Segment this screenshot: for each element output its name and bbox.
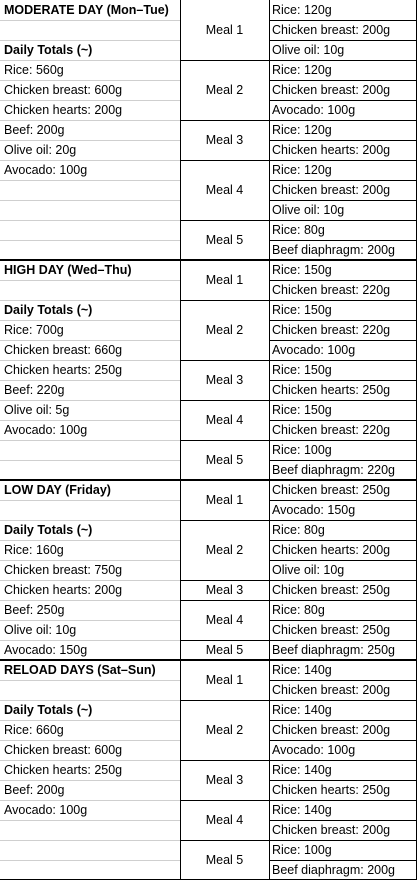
meal-item: Chicken breast: 250g (272, 583, 391, 597)
meal-label: Meal 1 (205, 273, 244, 287)
item-border (269, 180, 416, 181)
item-column-border (269, 480, 270, 660)
meal-item: Chicken breast: 200g (272, 823, 391, 837)
meal-item: Chicken breast: 220g (272, 283, 391, 297)
grid-line (0, 700, 180, 701)
item-border (269, 140, 416, 141)
day-section (0, 480, 417, 660)
meal-item: Chicken breast: 200g (272, 23, 391, 37)
item-border (269, 680, 416, 681)
grid-line (0, 460, 180, 461)
meal-item: Rice: 140g (272, 663, 332, 677)
meal-label: Meal 1 (205, 23, 244, 37)
meal-item: Chicken breast: 200g (272, 683, 391, 697)
daily-total-item: Chicken hearts: 250g (4, 763, 123, 777)
grid-line (0, 860, 180, 861)
daily-total-item: Beef: 200g (4, 123, 65, 137)
item-border (269, 420, 416, 421)
meal-label: Meal 1 (205, 673, 244, 687)
meal-label: Meal 4 (205, 183, 244, 197)
grid-line (0, 60, 180, 61)
grid-line (0, 440, 180, 441)
grid-line (0, 140, 180, 141)
day-section (0, 260, 417, 480)
grid-line (0, 360, 180, 361)
item-border (269, 720, 416, 721)
daily-total-item: Rice: 160g (4, 543, 64, 557)
daily-total-item: Chicken breast: 600g (4, 83, 123, 97)
daily-totals-label: Daily Totals (~) (4, 703, 93, 717)
daily-total-item: Chicken hearts: 200g (4, 583, 123, 597)
meal-label: Meal 3 (205, 373, 244, 387)
daily-total-item: Avocado: 100g (4, 163, 88, 177)
grid-line (0, 720, 180, 721)
daily-total-item: Olive oil: 20g (4, 143, 77, 157)
meal-item: Chicken hearts: 250g (272, 383, 391, 397)
meal-column-border (180, 0, 181, 260)
item-border (269, 500, 416, 501)
daily-total-item: Chicken breast: 600g (4, 743, 123, 757)
item-column-border (269, 260, 270, 480)
meal-label: Meal 4 (205, 413, 244, 427)
item-border (269, 100, 416, 101)
item-border (269, 380, 416, 381)
day-title: MODERATE DAY (Mon–Tue) (4, 3, 169, 17)
daily-total-item: Chicken breast: 660g (4, 343, 123, 357)
daily-total-item: Beef: 200g (4, 783, 65, 797)
grid-line (0, 640, 180, 641)
meal-item: Rice: 100g (272, 443, 332, 457)
meal-label: Meal 4 (205, 613, 244, 627)
meal-label: Meal 3 (205, 133, 244, 147)
grid-line (0, 820, 180, 821)
item-border (269, 280, 416, 281)
day-title: HIGH DAY (Wed–Thu) (4, 263, 132, 277)
item-border (269, 40, 416, 41)
grid-line (0, 840, 180, 841)
item-border (269, 80, 416, 81)
item-column-border (269, 660, 270, 880)
meal-item: Rice: 140g (272, 803, 332, 817)
item-border (269, 860, 416, 861)
meal-item: Chicken hearts: 200g (272, 143, 391, 157)
item-border (269, 200, 416, 201)
bottom-border (0, 879, 417, 880)
meal-item: Beef diaphragm: 220g (272, 463, 396, 477)
grid-line (0, 760, 180, 761)
meal-item: Rice: 120g (272, 3, 332, 17)
meal-item: Rice: 120g (272, 123, 332, 137)
item-border (269, 740, 416, 741)
daily-total-item: Beef: 220g (4, 383, 65, 397)
meal-item: Olive oil: 10g (272, 43, 345, 57)
grid-line (0, 380, 180, 381)
grid-line (0, 520, 180, 521)
meal-item: Chicken breast: 200g (272, 183, 391, 197)
daily-total-item: Chicken hearts: 200g (4, 103, 123, 117)
grid-line (0, 500, 180, 501)
meal-item: Rice: 80g (272, 223, 325, 237)
meal-item: Rice: 150g (272, 303, 332, 317)
meal-label: Meal 1 (205, 493, 244, 507)
meal-item: Chicken breast: 250g (272, 483, 391, 497)
grid-line (0, 340, 180, 341)
daily-total-item: Olive oil: 5g (4, 403, 70, 417)
meal-item: Avocado: 100g (272, 103, 356, 117)
meal-label: Meal 3 (205, 583, 244, 597)
grid-line (0, 180, 180, 181)
item-border (269, 20, 416, 21)
meal-label: Meal 2 (205, 543, 244, 557)
daily-total-item: Rice: 700g (4, 323, 64, 337)
meal-item: Chicken hearts: 200g (272, 543, 391, 557)
meal-item: Rice: 120g (272, 163, 332, 177)
grid-line (0, 300, 180, 301)
meal-item: Avocado: 100g (272, 743, 356, 757)
meal-label: Meal 3 (205, 773, 244, 787)
meal-item: Rice: 80g (272, 603, 325, 617)
daily-totals-label: Daily Totals (~) (4, 43, 93, 57)
meal-label: Meal 5 (205, 853, 244, 867)
meal-item: Rice: 80g (272, 523, 325, 537)
item-border (269, 320, 416, 321)
grid-line (0, 320, 180, 321)
grid-line (0, 280, 180, 281)
grid-line (0, 80, 180, 81)
grid-line (0, 100, 180, 101)
grid-line (0, 200, 180, 201)
daily-total-item: Chicken breast: 750g (4, 563, 123, 577)
grid-line (0, 740, 180, 741)
daily-totals-label: Daily Totals (~) (4, 523, 93, 537)
meal-item: Chicken hearts: 250g (272, 783, 391, 797)
item-border (269, 820, 416, 821)
meal-label: Meal 4 (205, 813, 244, 827)
item-border (269, 560, 416, 561)
grid-line (0, 420, 180, 421)
item-border (269, 340, 416, 341)
grid-line (0, 20, 180, 21)
meal-label: Meal 2 (205, 83, 244, 97)
daily-total-item: Rice: 660g (4, 723, 64, 737)
meal-item: Chicken breast: 200g (272, 83, 391, 97)
grid-line (0, 160, 180, 161)
meal-column-border (180, 480, 181, 660)
grid-line (0, 800, 180, 801)
meal-item: Chicken breast: 200g (272, 723, 391, 737)
item-column-border (269, 0, 270, 260)
daily-total-item: Avocado: 100g (4, 803, 88, 817)
daily-totals-label: Daily Totals (~) (4, 303, 93, 317)
meal-item: Rice: 150g (272, 263, 332, 277)
meal-item: Rice: 140g (272, 703, 332, 717)
grid-line (0, 780, 180, 781)
meal-item: Chicken breast: 220g (272, 423, 391, 437)
item-border (269, 240, 416, 241)
meal-item: Beef diaphragm: 200g (272, 863, 396, 877)
grid-line (0, 580, 180, 581)
grid-line (0, 400, 180, 401)
daily-total-item: Rice: 560g (4, 63, 64, 77)
meal-item: Beef diaphragm: 200g (272, 243, 396, 257)
item-border (269, 460, 416, 461)
daily-total-item: Chicken hearts: 250g (4, 363, 123, 377)
meal-item: Olive oil: 10g (272, 563, 345, 577)
day-section (0, 660, 417, 880)
item-border (269, 540, 416, 541)
grid-line (0, 240, 180, 241)
grid-line (0, 220, 180, 221)
meal-label: Meal 5 (205, 233, 244, 247)
meal-item: Rice: 140g (272, 763, 332, 777)
meal-item: Avocado: 150g (272, 503, 356, 517)
meal-column-border (180, 260, 181, 480)
grid-line (0, 40, 180, 41)
item-border (269, 620, 416, 621)
grid-line (0, 540, 180, 541)
grid-line (0, 620, 180, 621)
daily-total-item: Avocado: 100g (4, 423, 88, 437)
meal-label: Meal 5 (205, 453, 244, 467)
grid-line (0, 560, 180, 561)
day-title: RELOAD DAYS (Sat–Sun) (4, 663, 156, 677)
daily-total-item: Avocado: 150g (4, 643, 88, 657)
grid-line (0, 120, 180, 121)
meal-item: Chicken breast: 220g (272, 323, 391, 337)
meal-item: Rice: 150g (272, 403, 332, 417)
meal-item: Olive oil: 10g (272, 203, 345, 217)
grid-line (0, 600, 180, 601)
meal-item: Chicken breast: 250g (272, 623, 391, 637)
meal-item: Rice: 120g (272, 63, 332, 77)
meal-label: Meal 5 (205, 643, 244, 657)
meal-column-border (180, 660, 181, 880)
daily-total-item: Beef: 250g (4, 603, 65, 617)
meal-item: Rice: 100g (272, 843, 332, 857)
meal-label: Meal 2 (205, 723, 244, 737)
day-title: LOW DAY (Friday) (4, 483, 111, 497)
meal-item: Beef diaphragm: 250g (272, 643, 396, 657)
grid-line (0, 680, 180, 681)
day-section (0, 0, 417, 260)
daily-total-item: Olive oil: 10g (4, 623, 77, 637)
item-border (269, 780, 416, 781)
meal-item: Rice: 150g (272, 363, 332, 377)
meal-label: Meal 2 (205, 323, 244, 337)
meal-item: Avocado: 100g (272, 343, 356, 357)
